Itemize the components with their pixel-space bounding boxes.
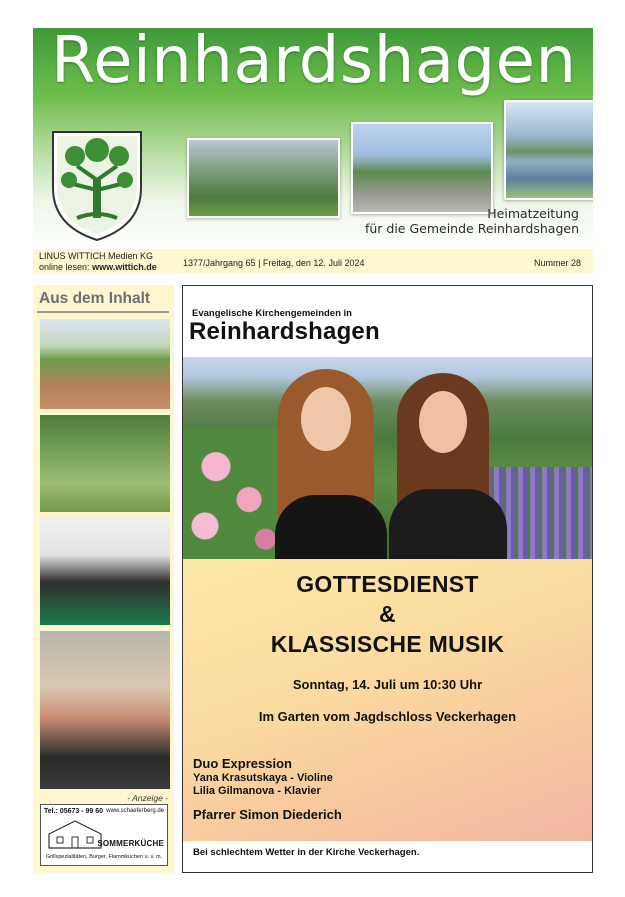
event-date: Sonntag, 14. Juli um 10:30 Uhr — [292, 677, 483, 692]
event-location: Im Garten vom Jagdschloss Veckerhagen — [258, 709, 517, 724]
performer: Lilia Gilmanova - Klavier — [193, 785, 321, 797]
ad-url: www.schaeferberg.de — [106, 808, 164, 814]
church-photo — [187, 138, 340, 218]
contents-sidebar — [33, 285, 174, 873]
advertisement[interactable] — [40, 804, 168, 866]
ensemble-name: Duo Expression — [193, 756, 292, 771]
river-photo — [504, 100, 593, 200]
headline-service: GOTTESDIENST — [296, 571, 479, 597]
poster-title: Reinhardshagen — [189, 318, 380, 345]
contents-thumbnail-tennis[interactable] — [40, 319, 170, 409]
coat-of-arms-icon — [47, 126, 147, 244]
musician-right-body — [389, 489, 507, 559]
musician-left-face — [301, 387, 351, 451]
ad-headline: SOMMERKÜCHE — [97, 839, 164, 848]
headline-music: KLASSISCHE MUSIK — [270, 631, 505, 657]
website-link[interactable]: www.wittich.de — [92, 262, 157, 272]
performer: Yana Krasutskaya - Violine — [193, 772, 333, 784]
issue-number: Nummer 28 — [533, 258, 581, 268]
contents-thumbnail-football[interactable] — [40, 517, 170, 625]
ad-description: Grillspezialitäten, Burger, Flammkuchen u. v. m. — [45, 854, 163, 860]
newspaper-title: Reinhardshagen — [51, 28, 577, 98]
poster-details — [183, 559, 592, 841]
pastor-name: Pfarrer Simon Diederich — [193, 807, 342, 822]
musician-left-body — [275, 495, 387, 559]
musician-right-face — [419, 391, 467, 453]
house-icon — [45, 818, 105, 850]
headline-ampersand: & — [379, 601, 396, 627]
publisher-info: LINUS WITTICH Medien KG online lesen: www.wittich.de — [39, 251, 157, 272]
town-square-photo — [351, 122, 493, 214]
contents-thumbnail-facepaint[interactable] — [40, 631, 170, 789]
ad-phone: Tel.: 05673 - 99 60 — [44, 808, 104, 815]
event-poster — [182, 285, 593, 873]
contents-thumbnail-festival[interactable] — [40, 415, 170, 512]
ad-label: - Anzeige - — [127, 793, 168, 803]
divider — [37, 311, 169, 313]
poster-pretitle: Evangelische Kirchengemeinden in — [192, 308, 352, 319]
masthead — [33, 28, 593, 247]
contents-heading: Aus dem Inhalt — [39, 290, 151, 307]
issue-info-bar — [33, 249, 593, 273]
duo-photo — [183, 357, 592, 559]
issue-date: 1377/Jahrgang 65 | Freitag, den 12. Juli 2024 — [183, 258, 365, 268]
weather-note: Bei schlechtem Wetter in der Kirche Veckerhagen. — [193, 847, 420, 858]
masthead-subtitle: Heimatzeitung für die Gemeinde Reinhardshagen — [364, 206, 579, 236]
